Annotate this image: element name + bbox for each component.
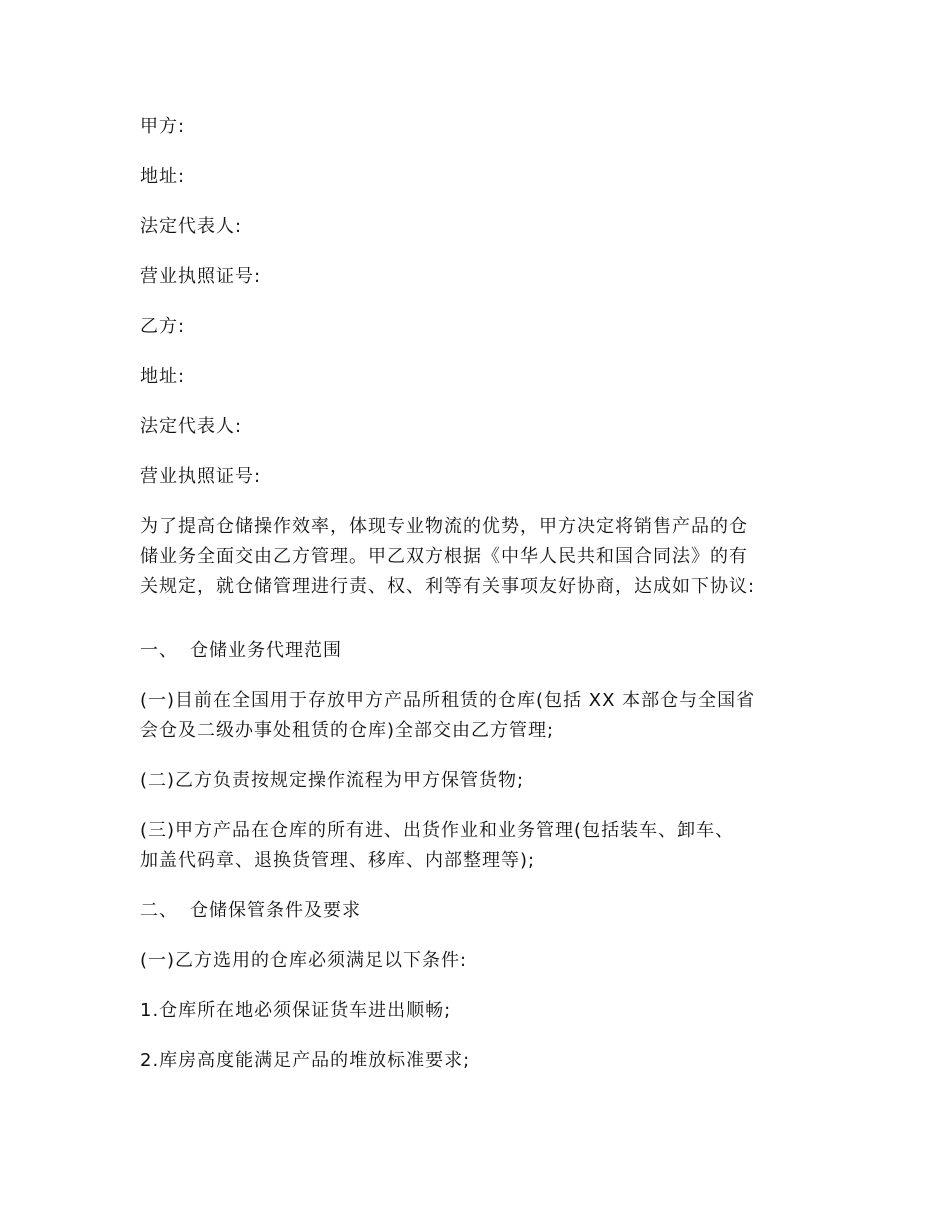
- party-b-address-label: 地址:: [140, 366, 186, 387]
- section-2-item-1: [140, 946, 830, 976]
- section-2-title: 仓储保管条件及要求: [190, 900, 361, 921]
- section-1-item-3: [140, 816, 830, 876]
- clause-line: (一)乙方选用的仓库必须满足以下条件:: [140, 950, 468, 971]
- document-body: [140, 112, 830, 1096]
- party-a-label: 甲方:: [140, 116, 186, 137]
- party-a-license-label: 营业执照证号:: [140, 266, 262, 287]
- section-1-title: 仓储业务代理范围: [190, 640, 342, 661]
- clause-line: 2.库房高度能满足产品的堆放标准要求;: [140, 1050, 471, 1071]
- intro-line: 储业务全面交由乙方管理。甲乙双方根据《中华人民共和国合同法》的有: [140, 546, 748, 567]
- clause-line: 1.仓库所在地必须保证货车进出顺畅;: [140, 1000, 452, 1021]
- section-1-item-2: [140, 766, 830, 796]
- party-b-license-label: 营业执照证号:: [140, 466, 262, 487]
- clause-line: (二)乙方负责按规定操作流程为甲方保管货物;: [140, 770, 525, 791]
- section-2-number: 二、: [140, 900, 178, 921]
- section-2-item-2: [140, 996, 830, 1026]
- section-1-heading: [140, 636, 830, 666]
- intro-line: 为了提高仓储操作效率，体现专业物流的优势，甲方决定将销售产品的仓: [140, 516, 748, 537]
- section-2-heading: [140, 896, 830, 926]
- party-b-representative-label: 法定代表人:: [140, 416, 243, 437]
- intro-line: 关规定，就仓储管理进行责、权、利等有关事项友好协商，达成如下协议:: [140, 576, 756, 597]
- clause-line: 会仓及二级办事处租赁的仓库)全部交由乙方管理;: [140, 720, 555, 741]
- section-2-item-3: [140, 1046, 830, 1076]
- party-b-label: 乙方:: [140, 316, 186, 337]
- section-1-number: 一、: [140, 640, 178, 661]
- clause-line: (一)目前在全国用于存放甲方产品所租赁的仓库(包括 XX 本部仓与全国省: [140, 690, 756, 711]
- clause-line: (三)甲方产品在仓库的所有进、出货作业和业务管理(包括装车、卸车、: [140, 820, 735, 841]
- section-1-item-1: [140, 686, 830, 746]
- party-a-representative-label: 法定代表人:: [140, 216, 243, 237]
- clause-line: 加盖代码章、退换货管理、移库、内部整理等);: [140, 850, 536, 871]
- intro-paragraph: [140, 512, 830, 602]
- party-a-address-label: 地址:: [140, 166, 186, 187]
